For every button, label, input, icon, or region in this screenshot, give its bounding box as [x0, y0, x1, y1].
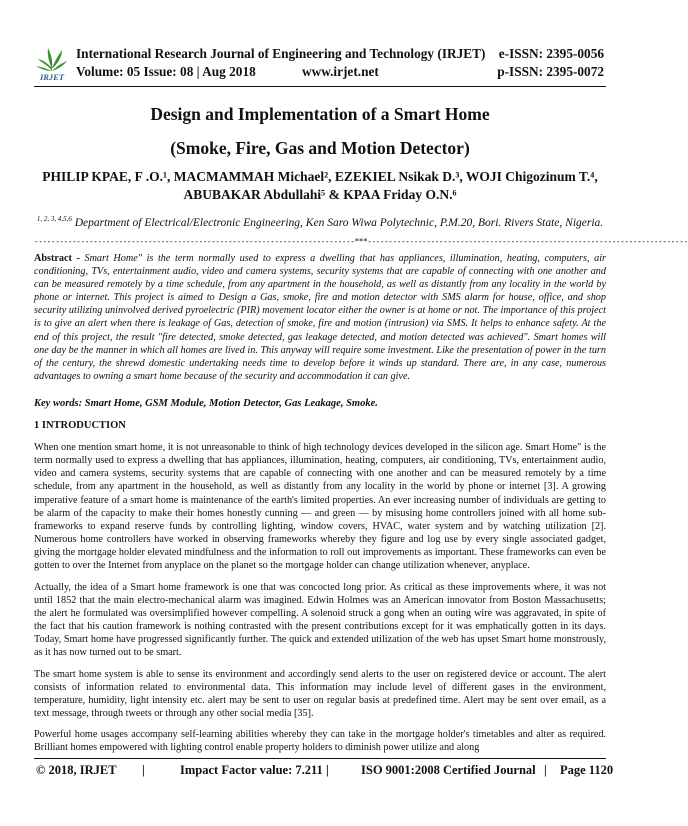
volume-issue: Volume: 05 Issue: 08 | Aug 2018 [76, 64, 256, 79]
journal-name: International Research Journal of Engineering and Technology (IRJET) [76, 46, 486, 61]
footer-page-number: Page 1120 [560, 763, 614, 777]
affiliation [34, 212, 606, 231]
paragraph: Powerful home usages accompany self-learning abilities whereby they can take in the mortgage holder's timetables and alter as required. Brilliant homes empowered with lighting control enable property holders to diminish power utilize and along [34, 729, 606, 754]
abstract [34, 252, 606, 383]
abstract-label: Abstract - [34, 253, 85, 264]
p-issn: p-ISSN: 2395-0072 [497, 64, 604, 79]
footer-iso: ISO 9001:2008 Certified Journal [361, 763, 536, 777]
footer-divider [34, 758, 606, 759]
paragraph: Actually, the idea of a Smart home framework is one that was concocted long prior. As critical as these improvements where, it was not until 1852 that the main electro-mechanical alarm was imagined. Edwin Holmes was an American innovator from Boston Massachusetts; the alert he formulated was oversimplified however compelling. A solenoid struck a gong when an outing wire was aggravated, in spite of the fact that his caution framework is nothing contrasted with the present contributions except for it was emphatically gotten in its days. Today, Smart home have progressed significantly further. The quick and extended utilization of the web has upset Smart home monstrously, as it has now turned out to be smart. [34, 581, 606, 659]
section-separator: ----------------------------------------------------------------------------***---------------------------------------------------------------------------- [34, 237, 688, 246]
section-heading-introduction: 1 INTRODUCTION [34, 420, 126, 431]
affiliation-text: Department of Electrical/Electronic Engineering, Ken Saro Wiwa Polytechnic, P.M.20, Bori. Rivers State, Nigeria. [71, 216, 604, 229]
footer-separator: | [142, 763, 145, 777]
journal-url[interactable]: www.irjet.net [302, 64, 379, 79]
page-footer [34, 763, 614, 781]
author-list: PHILIP KPAE, F .O.¹, MACMAMMAH Michael², EZEKIEL Nsikak D.³, WOJI Chigozinum T.⁴, ABUBAKAR Abdullahi⁵ & KPAA Friday O.N.⁶ [42, 169, 598, 202]
footer-copyright: © 2018, IRJET [36, 763, 117, 777]
irjet-logo-icon [34, 44, 70, 82]
journal-header [34, 44, 606, 82]
introduction-body [34, 441, 606, 762]
logo-text: IRJET [39, 72, 65, 82]
affiliation-superscripts: 1, 2, 3, 4,5,6 [36, 215, 72, 223]
keywords: Key words: Smart Home, GSM Module, Motion Detector, Gas Leakage, Smoke. [34, 398, 378, 409]
abstract-text: Smart Home" is the term normally used to express a dwelling that has appliances, illumination, heating, computers, air conditioning, TVs, entertainment audio, video and camera systems, security systems that are capable of connecting with one another and can be measured remotely by a time schedule, from any apartment in the household, as well as distantly from any locality in the world by phone or internet. This project is aimed to Design a Gas, smoke, fire and motion detector with SMS alarm for house, office, and shop security utilizing uninvolved derived pyroelectric (PIR) movement locator either the owner is at home or not. The importance of this project is to give an alert when there is leakage of Gas, detection of smoke, fire and motion (intrusion) via SMS. It helps to enhance safety. At the end of this project, the result "fire detected, smoke detected, gas leakage detected, and motion detected was achieved". Smart homes will one day be the manner in which all homes are lived in. This anyway will require some investment. Like the presentation of power in the turn of the century, the shrewd domestic undertaking needs time to develop before it winds up standard. There are, in any case, numerous advantages to owning a smart home because of the security and accommodation it can give. [34, 253, 606, 382]
paragraph: The smart home system is able to sense its environment and accordingly send alerts to the user on registered device or account. The alert consists of information related to environmental data. This information may include level of different gases in the environment, temperature, humidity, light intensity etc. alert may be sent to user on regular basis at predefined time. Alert may be sent over email, as a text message, through tweets or through any other social media [35]. [34, 668, 606, 719]
e-issn: e-ISSN: 2395-0056 [498, 46, 604, 61]
paragraph: When one mention smart home, it is not unreasonable to think of high technology devices developed in the silicon age. Smart Home" is the term normally used to express a dwelling that has appliances, illumination, heating, computers, air conditioning, TVs, entertainment audio, video and camera systems, security systems that are capable of connecting with one another and can be measured remotely by a time schedule, from any apartment in the household, as well as distantly from any locality in the world by phone or internet [3]. A growing imperative feature of a smart home is maintenance of the earth's limited properties. An ever increasing number of individuals are getting to be alarm of the capacity to make their homes honestly cunning — and green — by misusing home controllers joined with all home sub-frameworks to expand reserve funds by controlling lighting, window covers, HVAC, water system and by watching utilization [2]. Numerous home controllers have worked in observing frameworks whereby they figure and log use by every single associated gadget, giving the mortgage holder elevated mindfulness and the information to roll out improvements as important. These frameworks can even be gotten to over the Internet from anyplace on the planet so the mortgage holder can change utilization whenever, anyplace. [34, 442, 606, 572]
footer-separator: | [326, 763, 329, 777]
paper-title: Design and Implementation of a Smart Home [150, 104, 490, 124]
footer-impact-factor: Impact Factor value: 7.211 [180, 763, 323, 777]
header-divider [34, 86, 606, 87]
footer-separator: | [544, 763, 547, 777]
paper-subtitle: (Smoke, Fire, Gas and Motion Detector) [170, 138, 470, 158]
